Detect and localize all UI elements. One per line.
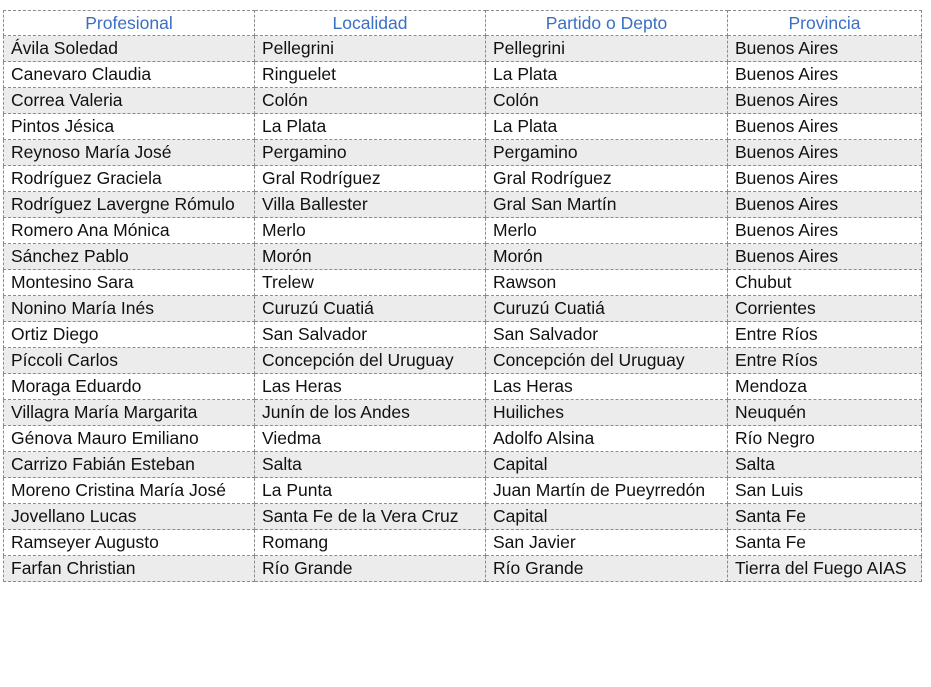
header-localidad: Localidad <box>255 11 486 36</box>
cell-partido: Morón <box>486 244 728 270</box>
cell-localidad: Morón <box>255 244 486 270</box>
cell-provincia: Río Negro <box>728 426 922 452</box>
cell-localidad: Junín de los Andes <box>255 400 486 426</box>
cell-profesional: Rodríguez Lavergne Rómulo <box>4 192 255 218</box>
cell-profesional: Ramseyer Augusto <box>4 530 255 556</box>
cell-partido: Huiliches <box>486 400 728 426</box>
cell-localidad: Salta <box>255 452 486 478</box>
cell-localidad: La Punta <box>255 478 486 504</box>
table-row <box>4 556 922 582</box>
cell-provincia: Neuquén <box>728 400 922 426</box>
cell-profesional: Sánchez Pablo <box>4 244 255 270</box>
cell-profesional: Correa Valeria <box>4 88 255 114</box>
cell-localidad: Merlo <box>255 218 486 244</box>
cell-profesional: Jovellano Lucas <box>4 504 255 530</box>
table-row <box>4 88 922 114</box>
table-row <box>4 114 922 140</box>
cell-profesional: Nonino María Inés <box>4 296 255 322</box>
cell-profesional: Ortiz Diego <box>4 322 255 348</box>
cell-profesional: Génova Mauro Emiliano <box>4 426 255 452</box>
table-row <box>4 530 922 556</box>
cell-profesional: Montesino Sara <box>4 270 255 296</box>
cell-localidad: Curuzú Cuatiá <box>255 296 486 322</box>
cell-provincia: Mendoza <box>728 374 922 400</box>
professionals-table <box>3 10 922 582</box>
cell-localidad: Gral Rodríguez <box>255 166 486 192</box>
cell-localidad: Las Heras <box>255 374 486 400</box>
cell-partido: Rawson <box>486 270 728 296</box>
cell-partido: Curuzú Cuatiá <box>486 296 728 322</box>
cell-provincia: Buenos Aires <box>728 62 922 88</box>
cell-localidad: Villa Ballester <box>255 192 486 218</box>
cell-profesional: Pintos Jésica <box>4 114 255 140</box>
table-row <box>4 478 922 504</box>
cell-partido: Adolfo Alsina <box>486 426 728 452</box>
cell-profesional: Moreno Cristina María José <box>4 478 255 504</box>
cell-provincia: Entre Ríos <box>728 348 922 374</box>
table-row <box>4 296 922 322</box>
cell-partido: Río Grande <box>486 556 728 582</box>
cell-profesional: Villagra María Margarita <box>4 400 255 426</box>
cell-partido: Gral Rodríguez <box>486 166 728 192</box>
table-row <box>4 270 922 296</box>
cell-provincia: Entre Ríos <box>728 322 922 348</box>
cell-provincia: Buenos Aires <box>728 166 922 192</box>
cell-localidad: Río Grande <box>255 556 486 582</box>
table-row <box>4 192 922 218</box>
cell-profesional: Rodríguez Graciela <box>4 166 255 192</box>
cell-provincia: Buenos Aires <box>728 88 922 114</box>
cell-localidad: Romang <box>255 530 486 556</box>
cell-provincia: Buenos Aires <box>728 192 922 218</box>
cell-localidad: San Salvador <box>255 322 486 348</box>
cell-profesional: Moraga Eduardo <box>4 374 255 400</box>
cell-partido: San Javier <box>486 530 728 556</box>
table-row <box>4 218 922 244</box>
table-row <box>4 62 922 88</box>
cell-partido: Las Heras <box>486 374 728 400</box>
cell-provincia: Corrientes <box>728 296 922 322</box>
cell-provincia: Salta <box>728 452 922 478</box>
table-header-row <box>4 11 922 36</box>
table-row <box>4 140 922 166</box>
cell-localidad: Trelew <box>255 270 486 296</box>
table-row <box>4 244 922 270</box>
table-row <box>4 426 922 452</box>
table-row <box>4 452 922 478</box>
table-row <box>4 322 922 348</box>
cell-partido: Capital <box>486 504 728 530</box>
cell-profesional: Reynoso María José <box>4 140 255 166</box>
table-row <box>4 504 922 530</box>
cell-provincia: Tierra del Fuego AIAS <box>728 556 922 582</box>
header-partido: Partido o Depto <box>486 11 728 36</box>
header-profesional: Profesional <box>4 11 255 36</box>
cell-partido: Colón <box>486 88 728 114</box>
cell-localidad: Viedma <box>255 426 486 452</box>
cell-localidad: Colón <box>255 88 486 114</box>
cell-localidad: Pergamino <box>255 140 486 166</box>
cell-partido: La Plata <box>486 114 728 140</box>
cell-provincia: Chubut <box>728 270 922 296</box>
cell-profesional: Ávila Soledad <box>4 36 255 62</box>
table-body <box>4 36 922 582</box>
cell-localidad: Pellegrini <box>255 36 486 62</box>
cell-provincia: Buenos Aires <box>728 244 922 270</box>
cell-profesional: Píccoli Carlos <box>4 348 255 374</box>
cell-localidad: Ringuelet <box>255 62 486 88</box>
document-page <box>3 10 921 582</box>
cell-provincia: San Luis <box>728 478 922 504</box>
table-row <box>4 348 922 374</box>
cell-provincia: Buenos Aires <box>728 218 922 244</box>
table-row <box>4 374 922 400</box>
cell-partido: Juan Martín de Pueyrredón <box>486 478 728 504</box>
cell-localidad: Santa Fe de la Vera Cruz <box>255 504 486 530</box>
cell-profesional: Canevaro Claudia <box>4 62 255 88</box>
cell-provincia: Buenos Aires <box>728 140 922 166</box>
cell-localidad: La Plata <box>255 114 486 140</box>
cell-partido: La Plata <box>486 62 728 88</box>
cell-partido: Pellegrini <box>486 36 728 62</box>
cell-provincia: Santa Fe <box>728 530 922 556</box>
header-provincia: Provincia <box>728 11 922 36</box>
cell-provincia: Buenos Aires <box>728 114 922 140</box>
table-row <box>4 400 922 426</box>
cell-profesional: Carrizo Fabián Esteban <box>4 452 255 478</box>
cell-partido: Gral San Martín <box>486 192 728 218</box>
cell-partido: Merlo <box>486 218 728 244</box>
cell-partido: San Salvador <box>486 322 728 348</box>
cell-profesional: Romero Ana Mónica <box>4 218 255 244</box>
cell-partido: Pergamino <box>486 140 728 166</box>
cell-localidad: Concepción del Uruguay <box>255 348 486 374</box>
cell-profesional: Farfan Christian <box>4 556 255 582</box>
cell-provincia: Buenos Aires <box>728 36 922 62</box>
table-row <box>4 166 922 192</box>
cell-partido: Concepción del Uruguay <box>486 348 728 374</box>
table-row <box>4 36 922 62</box>
cell-partido: Capital <box>486 452 728 478</box>
cell-provincia: Santa Fe <box>728 504 922 530</box>
